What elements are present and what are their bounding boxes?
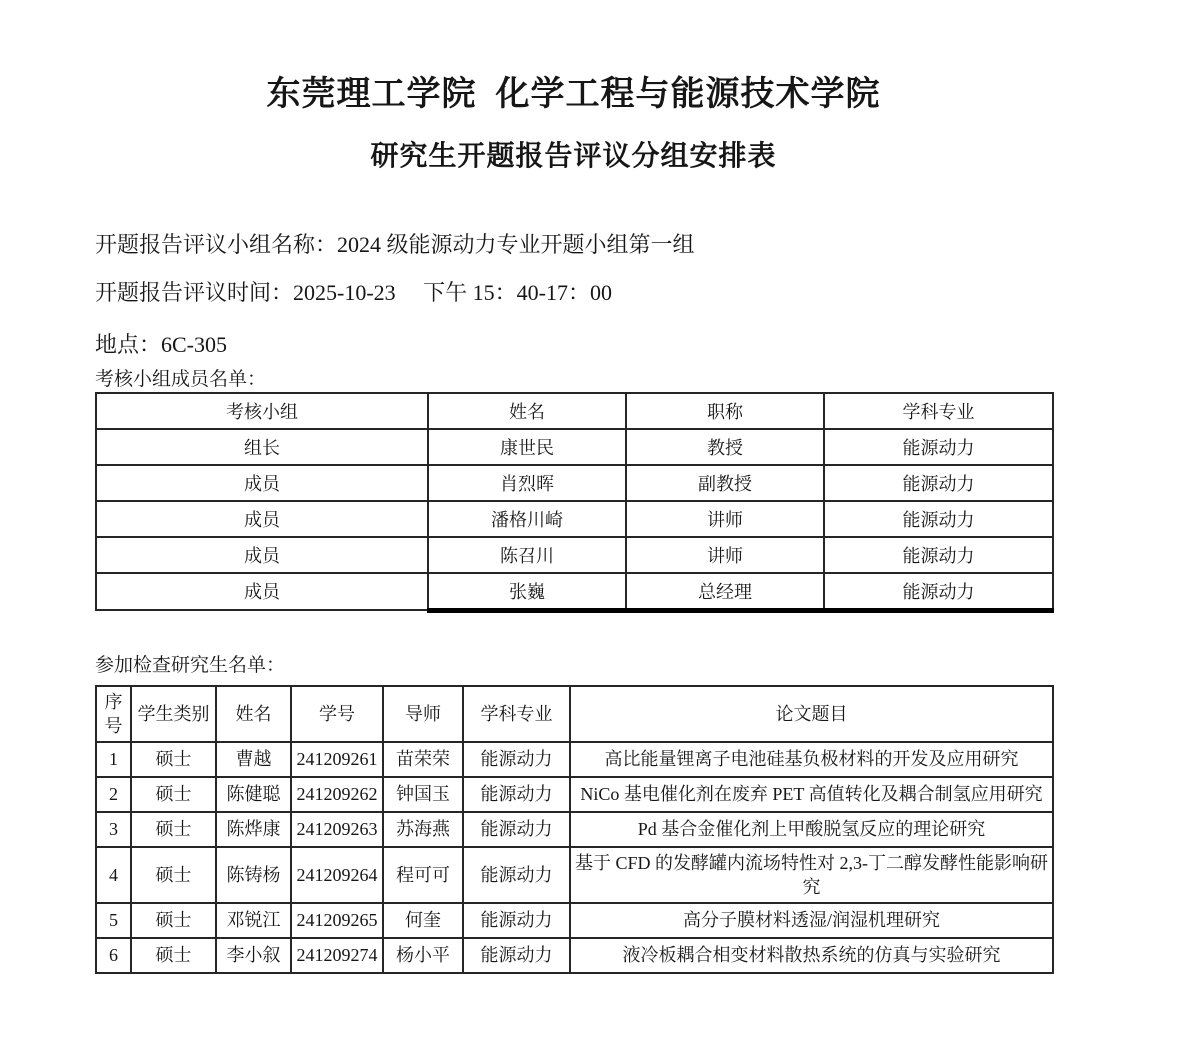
students-cell: 能源动力: [463, 777, 570, 812]
students-cell: 苏海燕: [383, 812, 463, 847]
students-header-cell: 序号: [96, 686, 131, 742]
committee-cell: 能源动力: [824, 465, 1053, 501]
committee-cell: 教授: [626, 429, 824, 465]
students-header-cell: 论文题目: [570, 686, 1053, 742]
students-cell: 硕士: [131, 777, 216, 812]
committee-cell: 成员: [96, 465, 428, 501]
committee-table: [95, 392, 1054, 613]
committee-cell: 组长: [96, 429, 428, 465]
table-row: [96, 537, 1053, 573]
committee-cell: 能源动力: [824, 501, 1053, 537]
meta-block: [95, 230, 1052, 360]
table-row: [96, 465, 1053, 501]
table-row: [96, 777, 1053, 812]
students-cell: 1: [96, 742, 131, 777]
students-cell: 硕士: [131, 938, 216, 973]
students-header-cell: 学号: [291, 686, 383, 742]
students-list-label: 参加检查研究生名单：: [95, 654, 286, 676]
meta-review-time: 开题报告评议时间：2025-10-23 下午 15：40-17：00: [95, 279, 612, 305]
students-cell: 能源动力: [463, 847, 570, 903]
students-cell: 能源动力: [463, 742, 570, 777]
committee-list-label: 考核小组成员名单：: [95, 368, 267, 390]
students-cell: 241209274: [291, 938, 383, 973]
doc-title-line2: 研究生开题报告评议分组安排表: [370, 140, 777, 172]
students-header-cell: 学科专业: [463, 686, 570, 742]
students-cell: 杨小平: [383, 938, 463, 973]
students-cell: 液冷板耦合相变材料散热系统的仿真与实验研究: [570, 938, 1053, 973]
students-cell: 241209261: [291, 742, 383, 777]
committee-cell: 总经理: [626, 573, 824, 611]
students-cell: 241209265: [291, 903, 383, 938]
committee-cell: 能源动力: [824, 537, 1053, 573]
committee-cell: 潘格川崎: [428, 501, 626, 537]
table-row: [96, 938, 1053, 973]
students-cell: 硕士: [131, 903, 216, 938]
students-cell: 程可可: [383, 847, 463, 903]
students-header-cell: 姓名: [216, 686, 291, 742]
committee-cell: 副教授: [626, 465, 824, 501]
committee-cell: 成员: [96, 501, 428, 537]
students-cell: 硕士: [131, 742, 216, 777]
committee-cell: 讲师: [626, 537, 824, 573]
committee-header-cell: 职称: [626, 393, 824, 429]
students-cell: 基于 CFD 的发酵罐内流场特性对 2,3-丁二醇发酵性能影响研究: [570, 847, 1053, 903]
students-cell: 3: [96, 812, 131, 847]
students-cell: 能源动力: [463, 812, 570, 847]
table-row: [96, 501, 1053, 537]
students-cell: 钟国玉: [383, 777, 463, 812]
meta-location: 地点：6C-305: [95, 331, 228, 357]
students-cell: 241209262: [291, 777, 383, 812]
committee-cell: 成员: [96, 537, 428, 573]
students-cell: 高比能量锂离子电池硅基负极材料的开发及应用研究: [570, 742, 1053, 777]
committee-cell: 康世民: [428, 429, 626, 465]
students-cell: 高分子膜材料透湿/润湿机理研究: [570, 903, 1053, 938]
document-page: [0, 74, 1190, 974]
students-header-cell: 导师: [383, 686, 463, 742]
students-cell: 5: [96, 903, 131, 938]
committee-cell: 张巍: [428, 573, 626, 611]
committee-cell: 陈召川: [428, 537, 626, 573]
students-header-cell: 学生类别: [131, 686, 216, 742]
meta-group-name: 开题报告评议小组名称：2024 级能源动力专业开题小组第一组: [95, 231, 695, 257]
doc-title-line1: 东莞理工学院 化学工程与能源技术学院: [266, 76, 881, 113]
committee-header-cell: 学科专业: [824, 393, 1053, 429]
committee-cell: 成员: [96, 573, 428, 611]
students-cell: 6: [96, 938, 131, 973]
students-cell: 陈健聪: [216, 777, 291, 812]
students-cell: 能源动力: [463, 938, 570, 973]
students-cell: 陈铸杨: [216, 847, 291, 903]
students-cell: 苗荣荣: [383, 742, 463, 777]
students-cell: 硕士: [131, 847, 216, 903]
students-table: [95, 685, 1054, 974]
table-row: [96, 742, 1053, 777]
students-cell: 硕士: [131, 812, 216, 847]
students-cell: 曹越: [216, 742, 291, 777]
table-row: [96, 429, 1053, 465]
students-cell: 241209264: [291, 847, 383, 903]
students-cell: 2: [96, 777, 131, 812]
table-header-row: [96, 393, 1053, 429]
table-row: [96, 847, 1053, 903]
table-row: [96, 812, 1053, 847]
committee-cell: 能源动力: [824, 429, 1053, 465]
students-cell: NiCo 基电催化剂在废弃 PET 高值转化及耦合制氢应用研究: [570, 777, 1053, 812]
committee-cell: 讲师: [626, 501, 824, 537]
students-cell: Pd 基合金催化剂上甲酸脱氢反应的理论研究: [570, 812, 1053, 847]
committee-header-cell: 考核小组: [96, 393, 428, 429]
table-header-row: [96, 686, 1053, 742]
table-row: [96, 573, 1053, 611]
committee-header-cell: 姓名: [428, 393, 626, 429]
students-cell: 241209263: [291, 812, 383, 847]
students-cell: 4: [96, 847, 131, 903]
committee-cell: 能源动力: [824, 573, 1053, 611]
committee-cell: 肖烈晖: [428, 465, 626, 501]
students-cell: 陈烨康: [216, 812, 291, 847]
students-cell: 邓锐江: [216, 903, 291, 938]
table-row: [96, 903, 1053, 938]
students-cell: 能源动力: [463, 903, 570, 938]
students-cell: 何奎: [383, 903, 463, 938]
students-cell: 李小叙: [216, 938, 291, 973]
